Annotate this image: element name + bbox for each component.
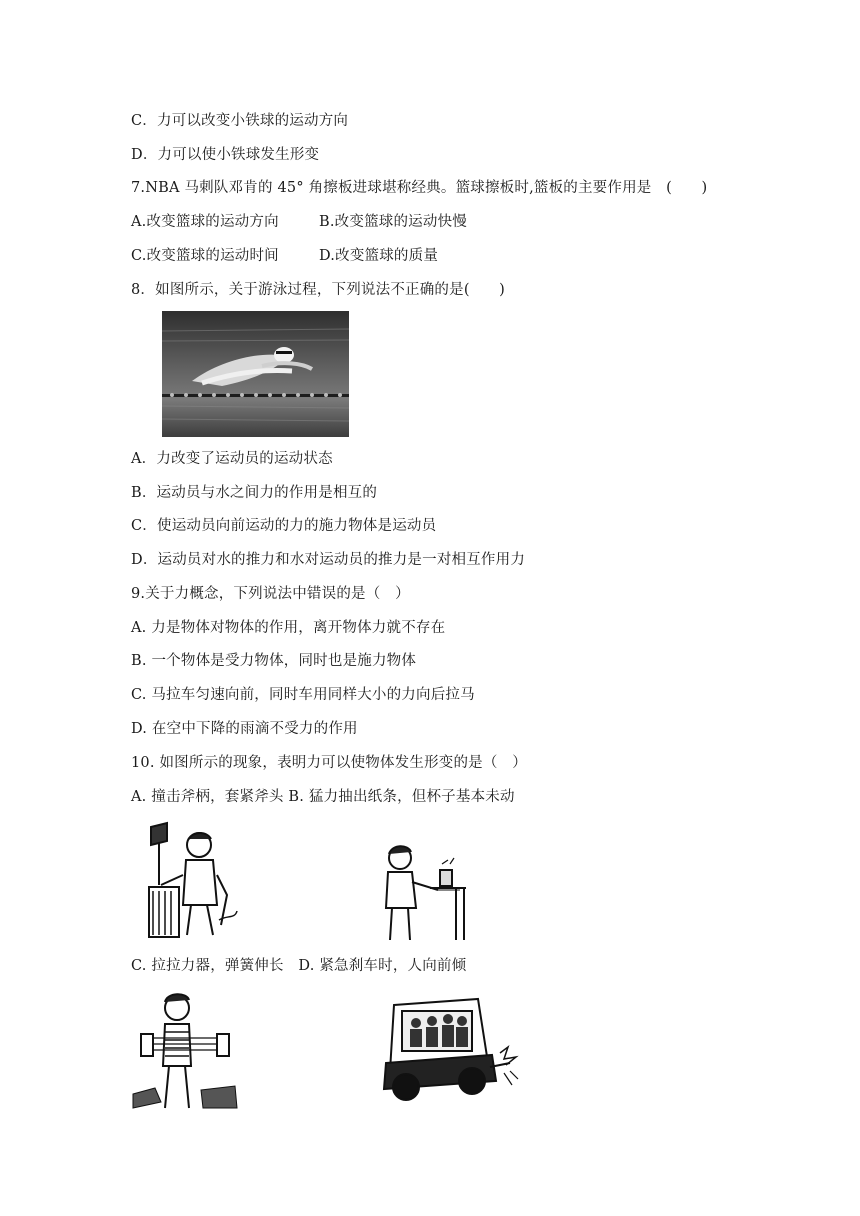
- chest-expander-drawing: [131, 990, 239, 1110]
- q7-stem: 7.NBA 马刺队邓肯的 45° 角擦板进球堪称经典。篮球擦板时,篮板的主要作用是 ( ): [131, 180, 708, 196]
- q9-option-c: C. 马拉车匀速向前，同时车用同样大小的力向后拉马: [131, 687, 475, 703]
- braking-bus-drawing: [380, 993, 520, 1105]
- q6-option-d: D．力可以使小铁球发生形变: [131, 147, 320, 163]
- q9-stem: 9.关于力概念，下列说法中错误的是（ ）: [131, 586, 410, 602]
- q7-option-d: D.改变篮球的质量: [319, 248, 439, 264]
- q9-option-d: D. 在空中下降的雨滴不受力的作用: [131, 721, 358, 737]
- paper-strip-cup-drawing: [378, 838, 468, 942]
- q8-option-b: B．运动员与水之间力的作用是相互的: [131, 485, 378, 501]
- q9-option-b: B. 一个物体是受力物体，同时也是施力物体: [131, 653, 417, 669]
- q7-option-a: A.改变篮球的运动方向: [131, 214, 279, 230]
- axe-handle-drawing: [131, 815, 239, 943]
- q10-options-cd: C. 拉拉力器，弹簧伸长 D. 紧急刹车时，人向前倾: [131, 958, 467, 974]
- q10-options-ab: A. 撞击斧柄，套紧斧头 B. 猛力抽出纸条，但杯子基本未动: [131, 789, 515, 805]
- q8-stem: 8．如图所示，关于游泳过程，下列说法不正确的是( ): [131, 282, 505, 298]
- q6-option-c: C．力可以改变小铁球的运动方向: [131, 113, 349, 129]
- q10-stem: 10. 如图所示的现象，表明力可以使物体发生形变的是（ ）: [131, 755, 527, 771]
- q8-option-a: A．力改变了运动员的运动状态: [131, 451, 333, 467]
- q8-option-c: C．使运动员向前运动的力的施力物体是运动员: [131, 518, 437, 534]
- swimmer-photo: [162, 311, 349, 437]
- q9-option-a: A. 力是物体对物体的作用，离开物体力就不存在: [131, 620, 446, 636]
- q7-option-b: B.改变篮球的运动快慢: [319, 214, 467, 230]
- q7-option-c: C.改变篮球的运动时间: [131, 248, 279, 264]
- q8-option-d: D．运动员对水的推力和水对运动员的推力是一对相互作用力: [131, 552, 526, 568]
